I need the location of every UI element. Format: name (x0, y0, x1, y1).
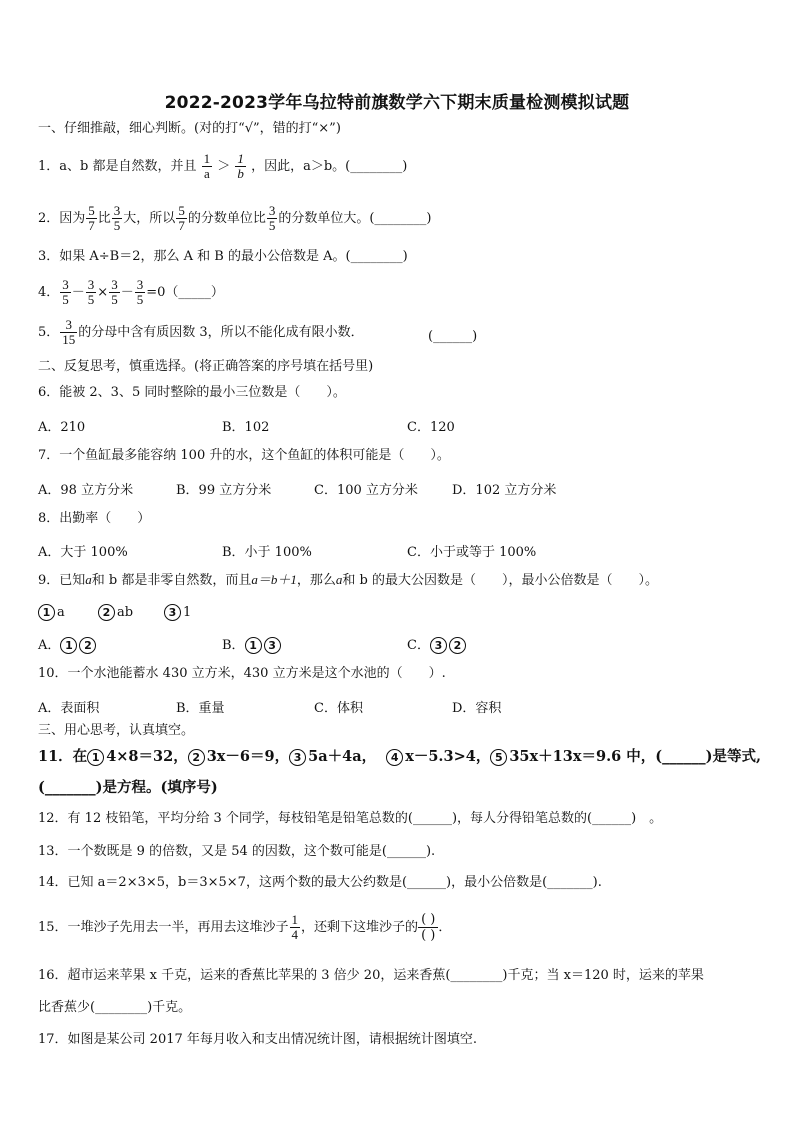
fraction-3-5: $\frac{3}{5}$ (87, 277, 95, 307)
section-3-heading: 三、用心思考，认真填空。 (38, 723, 195, 738)
q8-option-c: C．小于或等于 100% (407, 545, 537, 560)
question-16-line-1: 16．超市运来苹果 x 千克，运来的香蕉比苹果的 3 倍少 20，运来香蕉(________)千克；当 x＝120 时，运来的苹果 (38, 968, 704, 983)
question-15: 15．一堆沙子先用去一半，再用去这堆沙子 $\frac{1}{4}$ ，还剩下这堆沙子的 $\frac{( )}{( )}$． (38, 912, 452, 943)
question-17: 17．如图是某公司 2017 年每月收入和支出情况统计图，请根据统计图填空. (38, 1032, 478, 1047)
q10-option-d: D．容积 (452, 701, 502, 716)
question-6: 6．能被 2、3、5 同时整除的最小三位数是（ ）。 (38, 385, 346, 400)
fraction-3-15: $\frac{3}{15}$ (62, 317, 76, 347)
fraction-3-5: $\frac{3}{5}$ (62, 277, 69, 307)
question-5: 5． $\frac{3}{15}$ 的分母中含有质因数 3，所以不能化成有限小数． (38, 317, 364, 347)
question-3: 3．如果 A÷B＝2，那么 A 和 B 的最小公倍数是 A。(________) (38, 249, 408, 264)
question-16-line-2: 比香蕉少(________)千克。 (38, 1000, 192, 1015)
section-2-heading: 二、反复思考，慎重选择。(将正确答案的序号填在括号里) (38, 359, 374, 374)
q9-choice-3: 3 1 (164, 604, 191, 621)
q9-option-a: A． 1 2 (38, 634, 98, 654)
fraction-3-5: $\frac{3}{5}$ (113, 203, 121, 233)
q10-option-c: C．体积 (314, 701, 363, 716)
fraction-3-5: $\frac{3}{5}$ (268, 203, 276, 233)
q6-option-b: B．102 (222, 420, 270, 435)
page-title: 2022-2023学年乌拉特前旗数学六下期末质量检测模拟试题 (164, 93, 630, 113)
q8-option-a: A．大于 100% (38, 545, 128, 560)
fraction-5-7: $\frac{5}{7}$ (178, 203, 185, 233)
answer-fraction-blank: $\frac{( )}{( )}$ (418, 912, 438, 943)
fraction-5-7: $\frac{5}{7}$ (88, 203, 95, 233)
question-5-blank: (______) (428, 329, 478, 344)
question-4: 4． $\frac{3}{5}$ － $\frac{3}{5}$ × $\frac{3}{5}$ － $\frac{3}{5}$ =0（_____） (38, 277, 224, 307)
q6-option-a: A．210 (38, 420, 86, 435)
question-11-line-1: 11．在 1 4×8＝32， 2 3x－6＝9， 3 5a＋4a， 4 x－5.3>4， 5 35x＋13x＝9.6 中，(______)是等式, (38, 748, 762, 765)
q8-option-b: B．小于 100% (222, 545, 312, 560)
q7-option-d: D．102 立方分米 (452, 483, 557, 498)
question-13: 13．一个数既是 9 的倍数，又是 54 的因数，这个数可能是(______). (38, 844, 436, 859)
question-7: 7．一个鱼缸最多能容纳 100 升的水，这个鱼缸的体积可能是（ ）。 (38, 448, 450, 463)
question-8: 8．出勤率（ ） (38, 511, 151, 526)
fraction-1-4: $\frac{1}{4}$ (291, 912, 299, 942)
fraction-1-over-b: $\frac{1}{b}$ (237, 151, 244, 181)
q10-option-a: A．表面积 (38, 701, 100, 716)
question-10: 10．一个水池能蓄水 430 立方米，430 立方米是这个水池的（ ）. (38, 666, 446, 681)
q6-option-c: C．120 (407, 420, 455, 435)
section-1-heading: 一、仔细推敲，细心判断。(对的打“√”，错的打“×”) (38, 121, 341, 136)
q10-option-b: B．重量 (176, 701, 225, 716)
q7-option-b: B．99 立方分米 (176, 483, 272, 498)
question-14: 14．已知 a＝2×3×5，b＝3×5×7，这两个数的最大公约数是(______)，最小公倍数是(_______). (38, 875, 602, 890)
q9-choice-2: 2 ab (98, 604, 133, 621)
question-1: 1．a、b 都是自然数，并且 $\frac{1}{a}$ ＞ $\frac{1}{b}$ ，因此，a＞b。(________) (38, 151, 408, 181)
question-11-line-2: (_______)是方程。(填序号) (38, 779, 218, 796)
q9-choice-1: 1 a (38, 604, 65, 621)
q7-option-c: C．100 立方分米 (314, 483, 418, 498)
question-12: 12．有 12 枝铅笔，平均分给 3 个同学，每枝铅笔是铅笔总数的(______)，每人分得铅笔总数的(______) 。 (38, 811, 663, 826)
q9-option-c: C． 3 2 (407, 634, 468, 654)
q7-option-a: A．98 立方分米 (38, 483, 134, 498)
q9-option-b: B． 1 3 (222, 634, 283, 654)
fraction-1-over-a: $\frac{1}{a}$ (203, 151, 211, 181)
question-9: 9．已知a和 b 都是非零自然数，而且a＝b＋1，那么a和 b 的最大公因数是（ ），最小公倍数是（ ）。 (38, 572, 658, 588)
question-2: 2．因为 $\frac{5}{7}$ 比 $\frac{3}{5}$ 大，所以 $\frac{5}{7}$ 的分数单位比 $\frac{3}{5}$ 的分数单位大。(________) (38, 203, 432, 233)
fraction-3-5: $\frac{3}{5}$ (136, 277, 144, 307)
fraction-3-5: $\frac{3}{5}$ (111, 277, 118, 307)
